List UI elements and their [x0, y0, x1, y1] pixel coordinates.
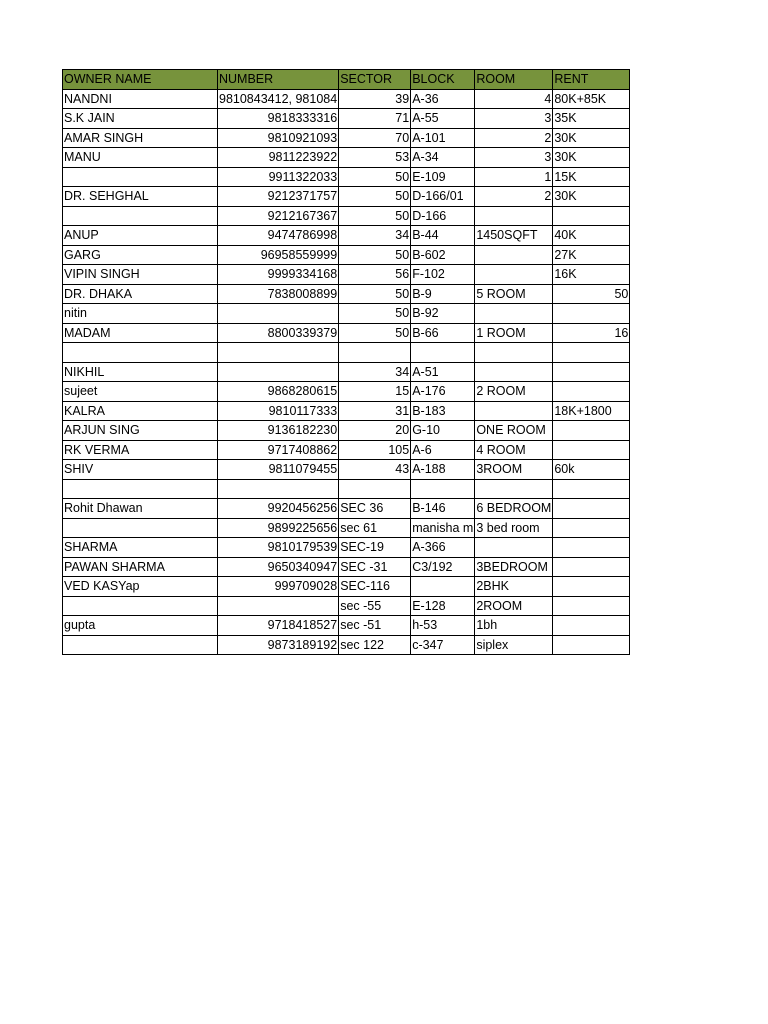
cell-block[interactable]: A-6: [411, 440, 475, 460]
table-row: [63, 421, 630, 441]
cell-owner-name[interactable]: [63, 479, 218, 499]
cell-rent[interactable]: 30K: [553, 128, 630, 148]
cell-room[interactable]: ONE ROOM: [475, 421, 553, 441]
cell-room[interactable]: 3: [475, 148, 553, 168]
table-row: [63, 401, 630, 421]
cell-owner-name[interactable]: NIKHIL: [63, 362, 218, 382]
cell-sector[interactable]: 34: [339, 226, 411, 246]
cell-sector[interactable]: sec 122: [339, 635, 411, 655]
cell-block[interactable]: C3/192: [411, 557, 475, 577]
table-row: [63, 245, 630, 265]
header-rent[interactable]: RENT: [553, 70, 630, 90]
cell-rent[interactable]: 30K: [553, 148, 630, 168]
cell-rent[interactable]: 15K: [553, 167, 630, 187]
cell-rent[interactable]: [553, 479, 630, 499]
cell-room[interactable]: siplex: [475, 635, 553, 655]
cell-owner-name[interactable]: [63, 518, 218, 538]
cell-rent[interactable]: 27K: [553, 245, 630, 265]
cell-sector[interactable]: 50: [339, 167, 411, 187]
cell-owner-name[interactable]: DR. SEHGHAL: [63, 187, 218, 207]
cell-owner-name[interactable]: [63, 596, 218, 616]
cell-block[interactable]: A-101: [411, 128, 475, 148]
cell-room[interactable]: 1: [475, 167, 553, 187]
cell-number[interactable]: 9212371757: [218, 187, 339, 207]
cell-sector[interactable]: 50: [339, 304, 411, 324]
cell-block[interactable]: A-176: [411, 382, 475, 402]
cell-room[interactable]: 2: [475, 128, 553, 148]
table-row: [63, 226, 630, 246]
cell-owner-name[interactable]: GARG: [63, 245, 218, 265]
cell-block[interactable]: [411, 343, 475, 363]
cell-rent[interactable]: 80K+85K: [553, 89, 630, 109]
cell-rent[interactable]: [553, 382, 630, 402]
cell-block[interactable]: manisha m: [411, 518, 475, 538]
cell-rent[interactable]: 16: [553, 323, 630, 343]
table-row: [63, 499, 630, 519]
cell-sector[interactable]: 50: [339, 284, 411, 304]
cell-rent[interactable]: 18K+1800: [553, 401, 630, 421]
cell-rent[interactable]: [553, 362, 630, 382]
cell-sector[interactable]: 105: [339, 440, 411, 460]
cell-owner-name[interactable]: RK VERMA: [63, 440, 218, 460]
cell-rent[interactable]: [553, 343, 630, 363]
cell-number[interactable]: 9920456256: [218, 499, 339, 519]
cell-number[interactable]: 999709028: [218, 577, 339, 597]
cell-room[interactable]: 2 ROOM: [475, 382, 553, 402]
cell-owner-name[interactable]: VED KASYap: [63, 577, 218, 597]
cell-owner-name[interactable]: MADAM: [63, 323, 218, 343]
cell-block[interactable]: D-166/01: [411, 187, 475, 207]
cell-block[interactable]: [411, 577, 475, 597]
table-row: [63, 538, 630, 558]
cell-block[interactable]: A-366: [411, 538, 475, 558]
cell-rent[interactable]: [553, 635, 630, 655]
cell-room[interactable]: 6 BEDROOM: [475, 499, 553, 519]
cell-rent[interactable]: 50: [553, 284, 630, 304]
cell-number[interactable]: [218, 304, 339, 324]
cell-rent[interactable]: [553, 518, 630, 538]
cell-sector[interactable]: 70: [339, 128, 411, 148]
cell-number[interactable]: 9136182230: [218, 421, 339, 441]
cell-rent[interactable]: [553, 304, 630, 324]
cell-sector[interactable]: [339, 479, 411, 499]
cell-owner-name[interactable]: DR. DHAKA: [63, 284, 218, 304]
cell-block[interactable]: A-34: [411, 148, 475, 168]
cell-number[interactable]: 9810921093: [218, 128, 339, 148]
table-row: [63, 323, 630, 343]
cell-block[interactable]: B-183: [411, 401, 475, 421]
cell-rent[interactable]: [553, 206, 630, 226]
cell-number[interactable]: 9650340947: [218, 557, 339, 577]
cell-rent[interactable]: [553, 421, 630, 441]
cell-owner-name[interactable]: PAWAN SHARMA: [63, 557, 218, 577]
table-row: [63, 284, 630, 304]
cell-room[interactable]: 1 ROOM: [475, 323, 553, 343]
cell-owner-name[interactable]: Rohit Dhawan: [63, 499, 218, 519]
header-block[interactable]: BLOCK: [411, 70, 475, 90]
cell-owner-name[interactable]: [63, 635, 218, 655]
cell-room[interactable]: 2ROOM: [475, 596, 553, 616]
table-row: [63, 479, 630, 499]
cell-block[interactable]: A-188: [411, 460, 475, 480]
cell-number[interactable]: 9810179539: [218, 538, 339, 558]
table-row: [63, 616, 630, 636]
cell-owner-name[interactable]: ANUP: [63, 226, 218, 246]
cell-owner-name[interactable]: VIPIN SINGH: [63, 265, 218, 285]
cell-number[interactable]: 9811079455: [218, 460, 339, 480]
cell-room[interactable]: 1450SQFT: [475, 226, 553, 246]
cell-sector[interactable]: 43: [339, 460, 411, 480]
cell-sector[interactable]: 50: [339, 245, 411, 265]
cell-room[interactable]: [475, 343, 553, 363]
cell-block[interactable]: A-36: [411, 89, 475, 109]
cell-block[interactable]: B-146: [411, 499, 475, 519]
cell-sector[interactable]: 56: [339, 265, 411, 285]
cell-block[interactable]: [411, 479, 475, 499]
table-row: [63, 148, 630, 168]
cell-block[interactable]: A-51: [411, 362, 475, 382]
cell-block[interactable]: D-166: [411, 206, 475, 226]
cell-block[interactable]: E-128: [411, 596, 475, 616]
cell-rent[interactable]: [553, 616, 630, 636]
cell-rent[interactable]: [553, 577, 630, 597]
cell-room[interactable]: [475, 401, 553, 421]
cell-owner-name[interactable]: AMAR SINGH: [63, 128, 218, 148]
cell-sector[interactable]: 15: [339, 382, 411, 402]
cell-number[interactable]: [218, 343, 339, 363]
cell-sector[interactable]: 53: [339, 148, 411, 168]
cell-sector[interactable]: SEC-19: [339, 538, 411, 558]
cell-sector[interactable]: 20: [339, 421, 411, 441]
cell-rent[interactable]: [553, 596, 630, 616]
cell-owner-name[interactable]: sujeet: [63, 382, 218, 402]
cell-owner-name[interactable]: nitin: [63, 304, 218, 324]
cell-sector[interactable]: 39: [339, 89, 411, 109]
cell-rent[interactable]: [553, 440, 630, 460]
cell-sector[interactable]: 50: [339, 323, 411, 343]
cell-number[interactable]: 9810117333: [218, 401, 339, 421]
cell-sector[interactable]: [339, 343, 411, 363]
cell-number[interactable]: 9810843412, 981084: [218, 89, 339, 109]
table-row: [63, 89, 630, 109]
cell-number[interactable]: [218, 596, 339, 616]
table-row: [63, 557, 630, 577]
cell-sector[interactable]: 31: [339, 401, 411, 421]
cell-room[interactable]: 1bh: [475, 616, 553, 636]
cell-number[interactable]: 96958559999: [218, 245, 339, 265]
header-room[interactable]: ROOM: [475, 70, 553, 90]
cell-owner-name[interactable]: NANDNI: [63, 89, 218, 109]
cell-number[interactable]: [218, 479, 339, 499]
cell-block[interactable]: B-44: [411, 226, 475, 246]
table-row: [63, 362, 630, 382]
cell-sector[interactable]: SEC -31: [339, 557, 411, 577]
cell-owner-name[interactable]: S.K JAIN: [63, 109, 218, 129]
cell-block[interactable]: B-9: [411, 284, 475, 304]
cell-room[interactable]: [475, 362, 553, 382]
table-row: [63, 596, 630, 616]
table-row: [63, 167, 630, 187]
cell-block[interactable]: c-347: [411, 635, 475, 655]
cell-number[interactable]: [218, 362, 339, 382]
header-sector[interactable]: SECTOR: [339, 70, 411, 90]
cell-sector[interactable]: 50: [339, 187, 411, 207]
cell-block[interactable]: h-53: [411, 616, 475, 636]
cell-rent[interactable]: [553, 557, 630, 577]
cell-sector[interactable]: 71: [339, 109, 411, 129]
table-row: [63, 440, 630, 460]
cell-block[interactable]: B-66: [411, 323, 475, 343]
table-row: [63, 635, 630, 655]
header-row: [63, 70, 630, 90]
cell-rent[interactable]: 30K: [553, 187, 630, 207]
table-row: [63, 187, 630, 207]
table-row: [63, 343, 630, 363]
cell-rent[interactable]: [553, 499, 630, 519]
cell-room[interactable]: [475, 304, 553, 324]
cell-number[interactable]: 9868280615: [218, 382, 339, 402]
cell-sector[interactable]: sec -51: [339, 616, 411, 636]
cell-room[interactable]: 4 ROOM: [475, 440, 553, 460]
table-row: [63, 265, 630, 285]
cell-block[interactable]: A-55: [411, 109, 475, 129]
cell-block[interactable]: B-92: [411, 304, 475, 324]
cell-room[interactable]: 5 ROOM: [475, 284, 553, 304]
table-row: [63, 577, 630, 597]
cell-room[interactable]: [475, 265, 553, 285]
cell-number[interactable]: 9474786998: [218, 226, 339, 246]
cell-room[interactable]: 4: [475, 89, 553, 109]
cell-owner-name[interactable]: gupta: [63, 616, 218, 636]
cell-number[interactable]: 9818333316: [218, 109, 339, 129]
cell-sector[interactable]: sec 61: [339, 518, 411, 538]
cell-number[interactable]: 9718418527: [218, 616, 339, 636]
cell-room[interactable]: [475, 245, 553, 265]
cell-owner-name[interactable]: [63, 343, 218, 363]
cell-block[interactable]: G-10: [411, 421, 475, 441]
cell-room[interactable]: [475, 206, 553, 226]
cell-room[interactable]: 2: [475, 187, 553, 207]
cell-room[interactable]: [475, 538, 553, 558]
cell-rent[interactable]: [553, 538, 630, 558]
cell-owner-name[interactable]: KALRA: [63, 401, 218, 421]
cell-owner-name[interactable]: SHARMA: [63, 538, 218, 558]
cell-rent[interactable]: 40K: [553, 226, 630, 246]
cell-number[interactable]: 7838008899: [218, 284, 339, 304]
cell-number[interactable]: 9212167367: [218, 206, 339, 226]
cell-block[interactable]: E-109: [411, 167, 475, 187]
cell-owner-name[interactable]: [63, 167, 218, 187]
cell-rent[interactable]: 60k: [553, 460, 630, 480]
cell-number[interactable]: 8800339379: [218, 323, 339, 343]
table-row: [63, 518, 630, 538]
cell-rent[interactable]: 35K: [553, 109, 630, 129]
cell-room[interactable]: 3BEDROOM: [475, 557, 553, 577]
cell-sector[interactable]: 50: [339, 206, 411, 226]
table-row: [63, 460, 630, 480]
cell-block[interactable]: F-102: [411, 265, 475, 285]
cell-room[interactable]: 2BHK: [475, 577, 553, 597]
cell-room[interactable]: [475, 479, 553, 499]
table-row: [63, 206, 630, 226]
cell-sector[interactable]: SEC 36: [339, 499, 411, 519]
cell-owner-name[interactable]: [63, 206, 218, 226]
header-number[interactable]: NUMBER: [218, 70, 339, 90]
cell-number[interactable]: 9811223922: [218, 148, 339, 168]
cell-room[interactable]: 3ROOM: [475, 460, 553, 480]
cell-room[interactable]: 3 bed room: [475, 518, 553, 538]
cell-sector[interactable]: 34: [339, 362, 411, 382]
cell-owner-name[interactable]: SHIV: [63, 460, 218, 480]
cell-number[interactable]: 9999334168: [218, 265, 339, 285]
cell-owner-name[interactable]: MANU: [63, 148, 218, 168]
cell-room[interactable]: 3: [475, 109, 553, 129]
cell-number[interactable]: 9911322033: [218, 167, 339, 187]
table-row: [63, 109, 630, 129]
cell-rent[interactable]: 16K: [553, 265, 630, 285]
cell-sector[interactable]: SEC-116: [339, 577, 411, 597]
cell-sector[interactable]: sec -55: [339, 596, 411, 616]
table-row: [63, 128, 630, 148]
cell-number[interactable]: 9899225656: [218, 518, 339, 538]
owner-rent-table: [62, 69, 630, 655]
cell-number[interactable]: 9873189192: [218, 635, 339, 655]
table-row: [63, 304, 630, 324]
cell-number[interactable]: 9717408862: [218, 440, 339, 460]
table-row: [63, 382, 630, 402]
cell-owner-name[interactable]: ARJUN SING: [63, 421, 218, 441]
cell-block[interactable]: B-602: [411, 245, 475, 265]
header-owner-name[interactable]: OWNER NAME: [63, 70, 218, 90]
